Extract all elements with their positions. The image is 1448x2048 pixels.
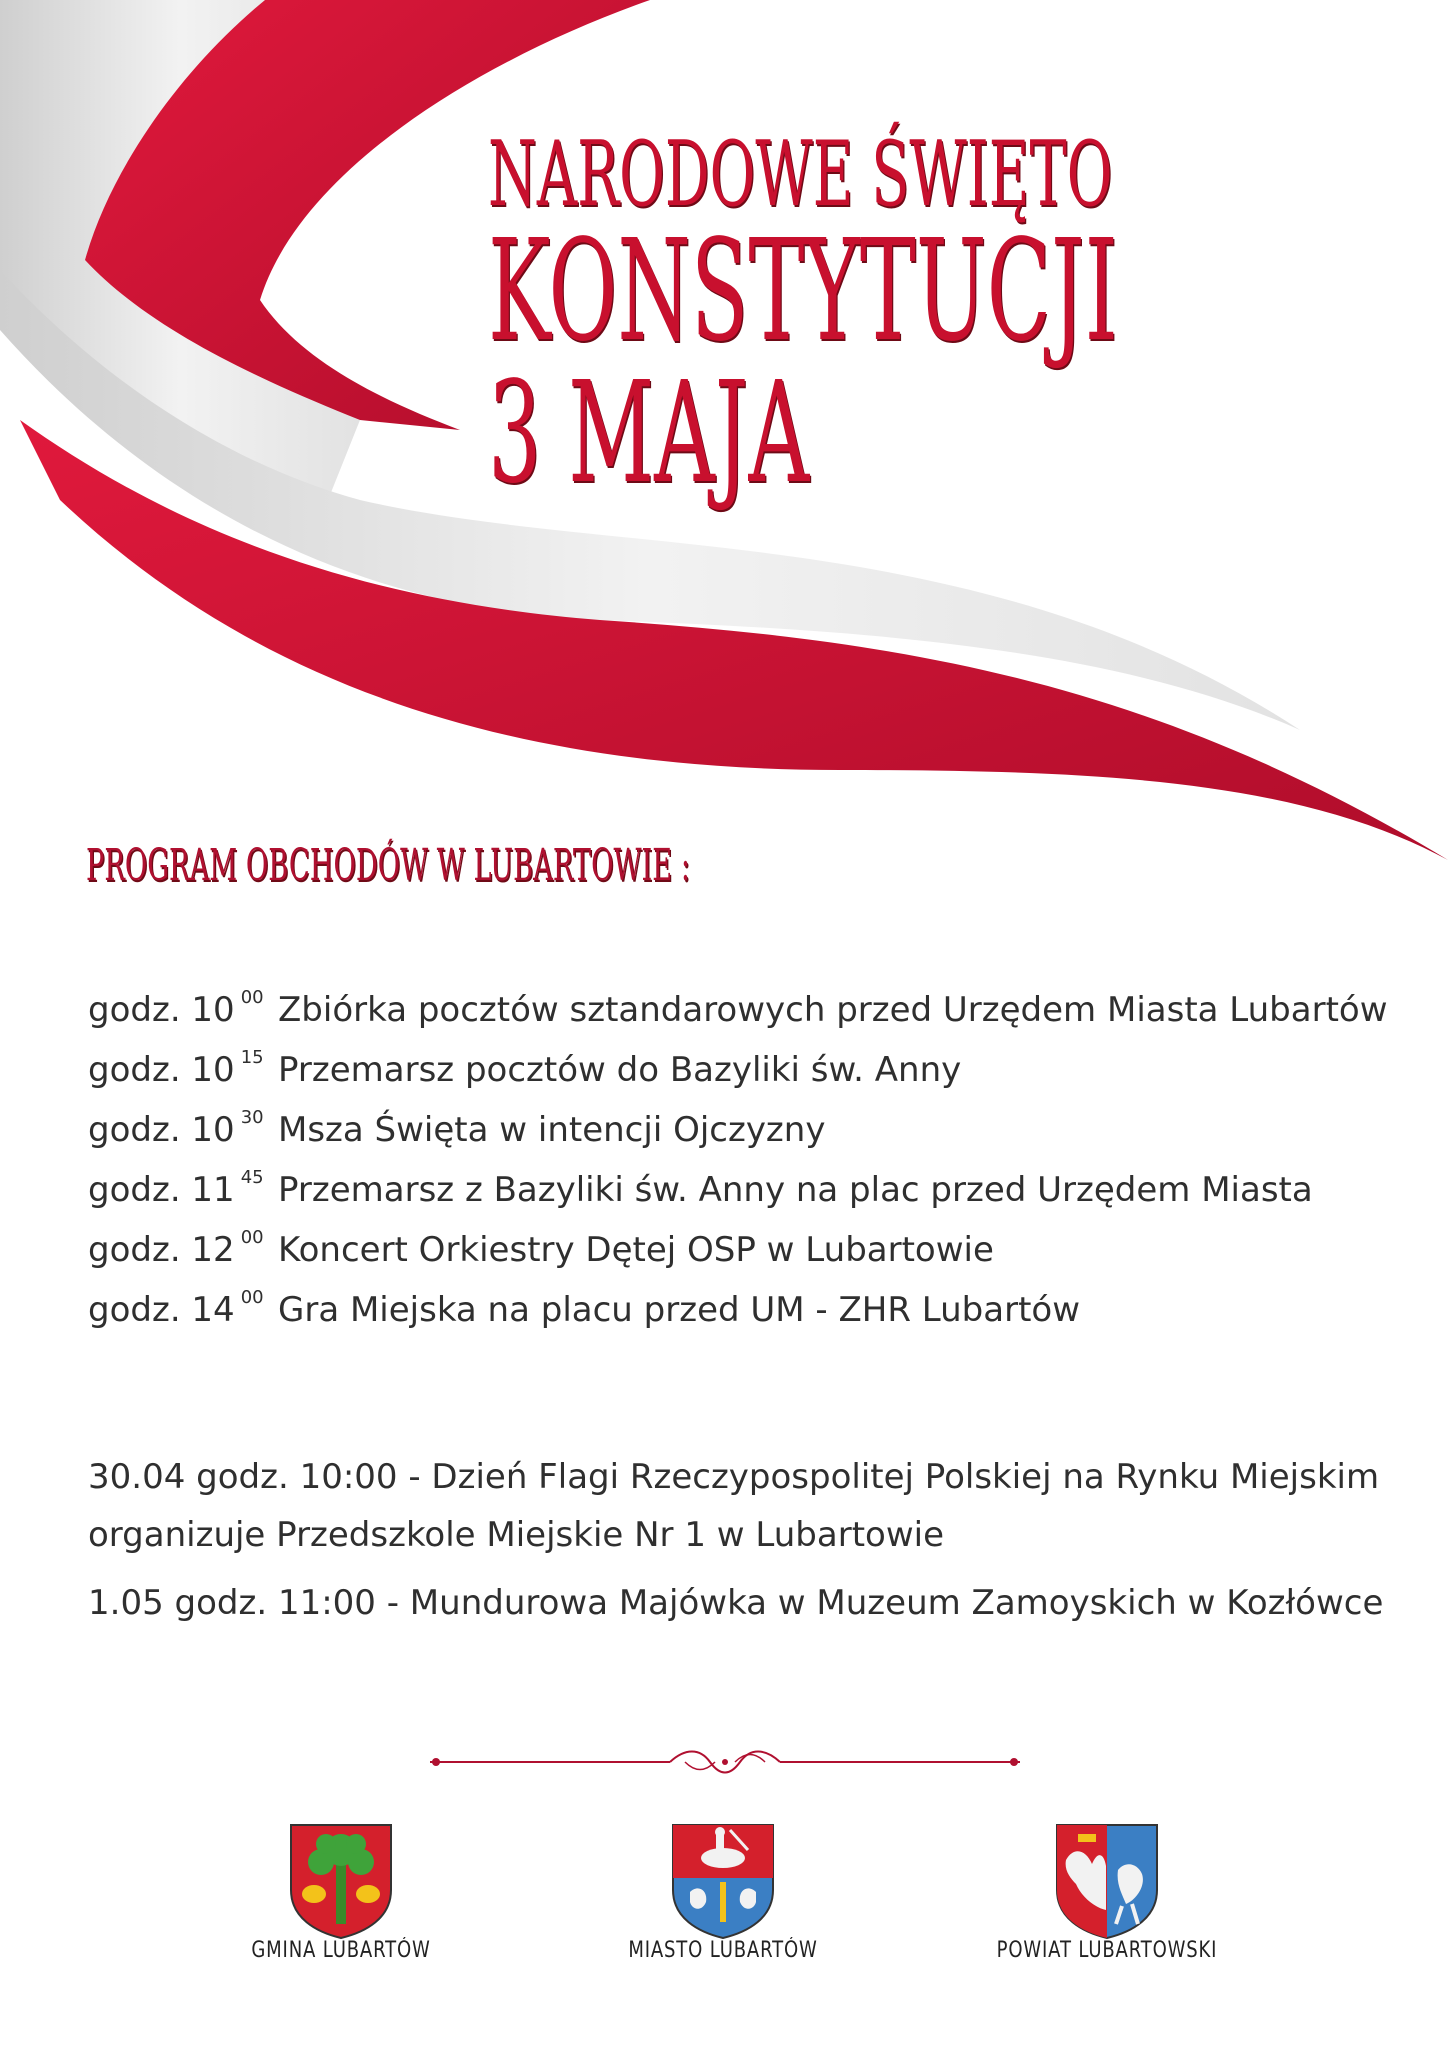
schedule-time: godz. 14 $^{00}$ bbox=[88, 1286, 264, 1330]
crest-powiat-lubartowski bbox=[1052, 1820, 1162, 1944]
schedule-desc: Przemarsz pocztów do Bazyliki św. Anny bbox=[278, 1050, 962, 1090]
title-line-3: 3 MAJA bbox=[488, 352, 810, 515]
knight-crest-icon bbox=[668, 1820, 778, 1940]
page-title bbox=[488, 122, 1448, 515]
schedule-item bbox=[88, 1046, 1388, 1110]
schedule-time: godz. 12 $^{00}$ bbox=[88, 1226, 264, 1270]
title-line-2: KONSTYTUCJI bbox=[488, 210, 1118, 373]
schedule-time: godz. 10 $^{00}$ bbox=[88, 986, 264, 1030]
schedule-item bbox=[88, 1106, 1388, 1170]
schedule-desc: Przemarsz z Bazyliki św. Anny na plac przed Urzędem Miasta bbox=[278, 1170, 1313, 1210]
crest-caption: GMINA LUBARTÓW bbox=[251, 1938, 431, 1963]
oak-tree-crest-icon bbox=[286, 1820, 396, 1940]
schedule-time: godz. 11 $^{45}$ bbox=[88, 1166, 264, 1210]
schedule-time: godz. 10 $^{30}$ bbox=[88, 1106, 264, 1150]
crest-caption: MIASTO LUBARTÓW bbox=[628, 1938, 818, 1963]
ornament-divider-icon bbox=[430, 1742, 1020, 1782]
crest-caption: POWIAT LUBARTOWSKI bbox=[996, 1938, 1218, 1963]
title-line-1: NARODOWE ŚWIĘTO bbox=[488, 122, 1113, 227]
extra-event-majowka: 1.05 godz. 11:00 - Mundurowa Majówka w Muzeum Zamoyskich w Kozłówce bbox=[88, 1583, 1384, 1623]
extra-event-flag-day bbox=[88, 1448, 1388, 1564]
extra-event-line: 30.04 godz. 10:00 - Dzień Flagi Rzeczypospolitej Polskiej na Rynku Miejskim bbox=[88, 1457, 1380, 1497]
program-heading: PROGRAM OBCHODÓW W LUBARTOWIE : bbox=[86, 840, 691, 891]
schedule-time: godz. 10 $^{15}$ bbox=[88, 1046, 264, 1090]
crest-miasto-lubartow bbox=[668, 1820, 778, 1944]
schedule-desc: Msza Święta w intencji Ojczyzny bbox=[278, 1110, 826, 1150]
schedule-item bbox=[88, 1286, 1388, 1350]
schedule-desc: Zbiórka pocztów sztandarowych przed Urzędem Miasta Lubartów bbox=[278, 990, 1388, 1030]
eagle-crest-icon bbox=[1052, 1820, 1162, 1940]
crest-gmina-lubartow bbox=[286, 1820, 396, 1944]
schedule-list bbox=[88, 986, 1388, 1350]
schedule-item bbox=[88, 1226, 1388, 1290]
schedule-item bbox=[88, 1166, 1388, 1230]
extra-event-line: organizuje Przedszkole Miejskie Nr 1 w Lubartowie bbox=[88, 1515, 944, 1555]
schedule-desc: Koncert Orkiestry Dętej OSP w Lubartowie bbox=[278, 1230, 994, 1270]
schedule-desc: Gra Miejska na placu przed UM - ZHR Lubartów bbox=[278, 1290, 1081, 1330]
schedule-item bbox=[88, 986, 1388, 1050]
